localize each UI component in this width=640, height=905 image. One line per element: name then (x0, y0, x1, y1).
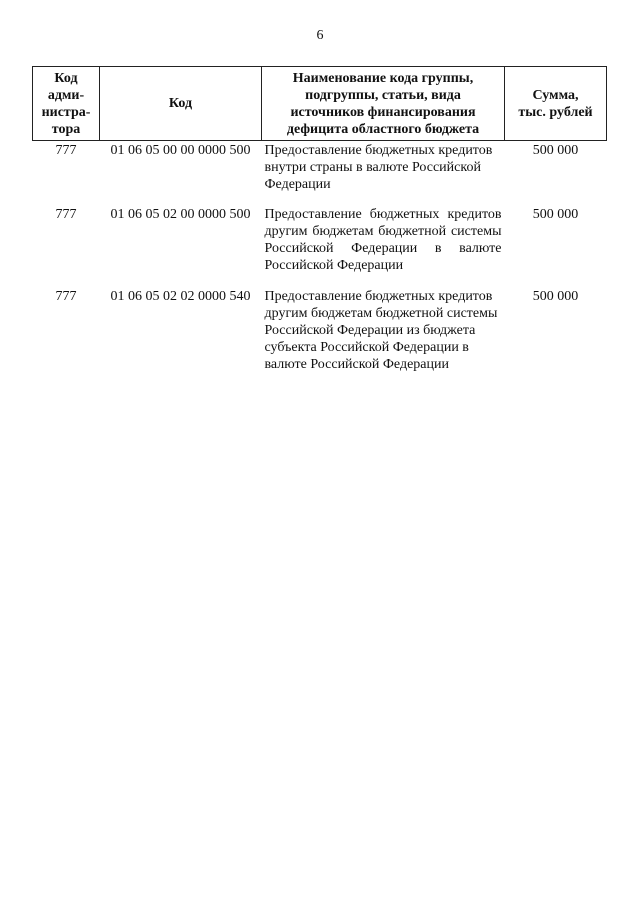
header-name-line: Наименование кода группы, (292, 70, 474, 86)
header-name-line: подгруппы, статьи, вида (305, 87, 461, 103)
cell-name: Предоставление бюджетных кредитов другим бюджетам бюджетной системы Российской Федерации в валюте Российской Федерации (264, 207, 502, 273)
header-sum (505, 67, 607, 141)
cell-admin-code: 777 (55, 207, 77, 222)
header-admin-code (33, 67, 100, 141)
cell-admin-code: 777 (55, 289, 77, 304)
header-admin-code-line: тора (51, 121, 81, 137)
cell-sum: 500 000 (532, 143, 579, 158)
cell-sum: 500 000 (532, 207, 579, 222)
table-row (33, 287, 607, 373)
table-row (33, 205, 607, 287)
table-row (33, 141, 607, 206)
header-name-line: дефицита областного бюджета (286, 121, 480, 137)
cell-name: Предоставление бюджетных кредитов другим бюджетам бюджетной системы Российской Федерации из бюджета субъекта Российской Федерации в валюте Российской Федерации (264, 289, 498, 372)
cell-code: 01 06 05 00 00 0000 500 (110, 143, 251, 158)
header-code (100, 67, 262, 141)
header-admin-code-line: Код (54, 70, 78, 86)
header-name-line: источников финансирования (290, 104, 476, 120)
header-sum-line: тыс. рублей (518, 104, 593, 120)
cell-name: Предоставление бюджетных кредитов внутри страны в валюте Российской Федерации (264, 143, 493, 192)
page-number: 6 (316, 28, 324, 43)
cell-sum: 500 000 (532, 289, 579, 304)
header-admin-code-line: адми- (47, 87, 85, 103)
budget-sources-table (32, 66, 607, 373)
cell-admin-code: 777 (55, 143, 77, 158)
header-sum-line: Сумма, (532, 87, 579, 103)
header-name (262, 67, 505, 141)
header-code-line: Код (168, 96, 193, 111)
table-header-row (33, 67, 607, 141)
cell-code: 01 06 05 02 02 0000 540 (110, 289, 251, 304)
header-admin-code-line: нистра- (41, 104, 91, 120)
cell-code: 01 06 05 02 00 0000 500 (110, 207, 251, 222)
